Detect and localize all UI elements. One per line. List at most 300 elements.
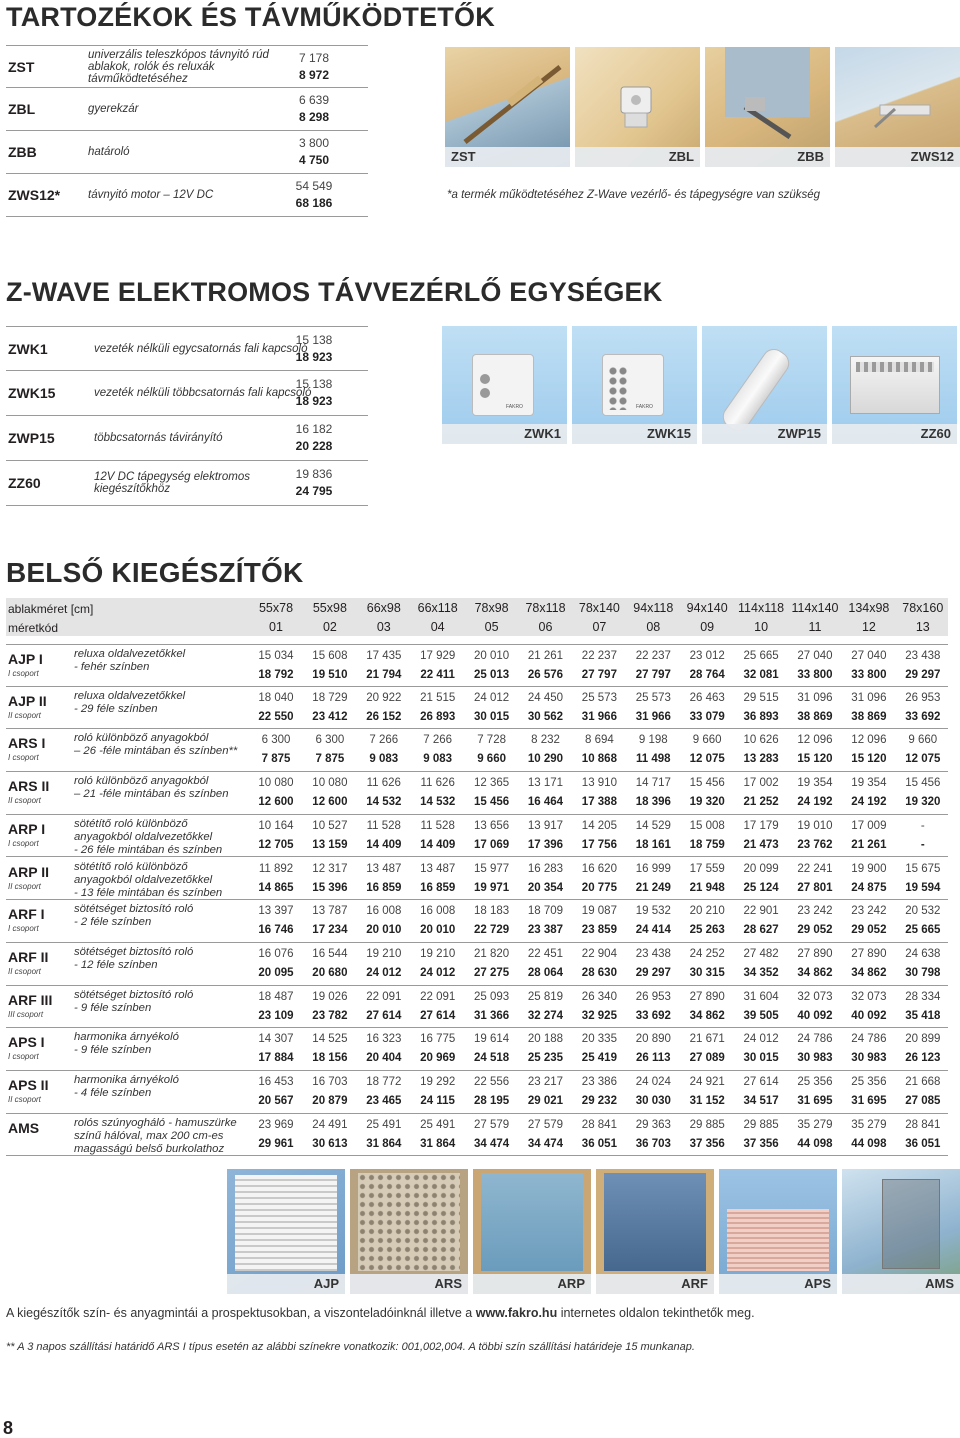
net-price: 22 237 [581, 650, 617, 662]
column-code: 03 [376, 620, 391, 634]
gross-price: 25 124 [743, 881, 779, 894]
gross-price: 12 600 [312, 796, 348, 809]
column-code: 10 [754, 620, 769, 634]
net-price: 28 841 [581, 1118, 617, 1131]
gross-price: 20 879 [312, 1095, 348, 1107]
gross-price: 7 875 [315, 753, 345, 766]
gross-price: 34 517 [743, 1095, 779, 1107]
net-price: 25 819 [527, 990, 564, 1003]
column-size: 78x98 [474, 601, 509, 615]
column-code: 13 [915, 620, 930, 634]
accessory-code: ZST [8, 58, 35, 75]
gross-price: 31 695 [797, 1095, 833, 1107]
gross-price: 27 801 [797, 881, 833, 894]
net-price: 26 340 [581, 990, 617, 1003]
net-price: 19 210 [420, 947, 456, 960]
column-code: 12 [861, 620, 876, 634]
net-price: 27 614 [743, 1076, 779, 1088]
gross-price: 30 562 [527, 710, 564, 723]
net-price: 26 953 [635, 990, 671, 1003]
gross-price: 37 356 [689, 1137, 725, 1150]
net-price: 27 579 [474, 1118, 510, 1131]
net-price: 13 171 [527, 777, 564, 790]
aps-label: APS [804, 1276, 831, 1291]
table-row [6, 644, 948, 687]
net-price: 11 528 [366, 819, 401, 832]
accessory-desc: gyerekzár [88, 103, 139, 115]
gross-price: 9 083 [369, 753, 399, 766]
column-size: 94x118 [633, 601, 674, 615]
gross-price: 19 510 [312, 669, 348, 681]
gross-price: 27 614 [366, 1009, 402, 1022]
gross-price: 10 868 [581, 753, 617, 766]
gross-price: 25 419 [581, 1052, 617, 1065]
gross-price: 18 396 [635, 796, 671, 809]
net-price: 15 977 [474, 862, 510, 875]
table-row [6, 1114, 948, 1157]
net-price: 18 183 [474, 905, 510, 918]
product-code: APS I [8, 1034, 45, 1051]
zwk15-label: ZWK15 [646, 426, 691, 441]
gross-price: 29 052 [851, 924, 887, 937]
size-code-label: méretkód [8, 621, 59, 635]
fakro-logo: FAKRO [506, 404, 523, 410]
gross-price: 15 396 [312, 881, 348, 894]
net-price: 20 099 [743, 862, 779, 875]
net-price: 20 899 [905, 1033, 941, 1046]
net-price: 19 010 [797, 819, 833, 832]
net-price: 24 012 [474, 691, 510, 704]
zwave-code: ZZ60 [8, 475, 41, 491]
net-price: 18 487 [258, 990, 294, 1003]
table-row [6, 943, 948, 986]
net-price: 29 515 [743, 691, 779, 704]
gross-price: 19 971 [474, 881, 510, 894]
net-price: 16 076 [258, 947, 294, 960]
net-price: 35 279 [797, 1118, 833, 1131]
gross-price: 27 797 [581, 669, 617, 681]
zbb-label: ZBB [797, 149, 824, 164]
net-price: 15 608 [312, 650, 348, 662]
gross-price: 17 234 [312, 924, 348, 937]
net-price: 15 675 [905, 862, 941, 875]
gross-price: 26 123 [905, 1052, 941, 1065]
gross-price: 36 051 [581, 1137, 617, 1150]
gross-price: 7 875 [261, 753, 291, 766]
gross-price: 21 252 [743, 796, 779, 809]
net-price: 23 217 [527, 1076, 564, 1088]
gross-price: 10 290 [527, 753, 564, 766]
gross-price: 27 089 [689, 1052, 725, 1065]
window-size-label: ablakméret [cm] [8, 602, 94, 616]
net-price: 15 034 [258, 650, 294, 662]
price-table-header [6, 598, 948, 636]
product-desc: harmonika árnyékoló - 9 féle színben [74, 1031, 179, 1057]
zz60-label: ZZ60 [920, 426, 951, 441]
net-price: 17 179 [743, 819, 779, 832]
net-price: 12 096 [851, 734, 887, 747]
product-image-strip [227, 1169, 960, 1294]
gross-price: - [920, 838, 925, 851]
gross-price: 33 692 [635, 1009, 671, 1022]
gross-price: 24 414 [635, 924, 671, 937]
accessory-price: 54 549 68 186 [295, 179, 333, 210]
zwp15-label: ZWP15 [777, 426, 821, 441]
gross-price: 20 680 [312, 966, 348, 979]
net-price: 22 556 [474, 1076, 510, 1088]
accessory-note: *a termék működtetéséhez Z-Wave vezérlő- és tápegységre van szükség [447, 189, 821, 201]
gross-price: 14 409 [420, 838, 456, 851]
fakro-link[interactable]: www.fakro.hu [475, 1306, 558, 1320]
net-price: 11 528 [420, 819, 455, 832]
net-price: 22 451 [527, 947, 564, 960]
net-price: 20 922 [366, 691, 402, 704]
gross-price: 14 532 [420, 796, 456, 809]
net-price: 13 910 [581, 777, 617, 790]
gross-price: 31 695 [851, 1095, 887, 1107]
ajp-photo [227, 1169, 345, 1294]
gross-price: 30 798 [905, 966, 941, 979]
product-code: ARS II [8, 778, 50, 795]
net-price: 10 527 [312, 819, 348, 832]
net-price: 12 317 [312, 862, 348, 875]
gross-price: 30 015 [743, 1052, 779, 1065]
net-price: 19 354 [851, 777, 887, 790]
zwk15-photo [572, 326, 697, 444]
net-price: 16 453 [258, 1076, 294, 1088]
gross-price: 17 884 [258, 1052, 294, 1065]
ams-label: AMS [925, 1276, 954, 1291]
net-price: 32 073 [797, 990, 833, 1003]
gross-price: 23 762 [797, 838, 833, 851]
gross-price: 36 893 [743, 710, 779, 723]
net-price: 14 205 [581, 819, 617, 832]
product-code: ARP I [8, 820, 46, 837]
gross-price: 34 862 [797, 966, 833, 979]
gross-price: 13 283 [743, 753, 779, 766]
zwave-desc: vezeték nélküli egycsatornás fali kapcsoló [94, 342, 308, 355]
inner-accessories-heading: BELSŐ KIEGÉSZÍTŐK [6, 557, 304, 588]
net-price: 24 491 [312, 1118, 348, 1131]
gross-price: 21 473 [743, 838, 779, 851]
accessory-row [6, 45, 368, 88]
net-price: 24 786 [797, 1033, 833, 1046]
column-size: 78x160 [902, 601, 944, 615]
gross-price: 17 396 [527, 838, 564, 851]
gross-price: 14 532 [366, 796, 402, 809]
table-row [6, 1071, 948, 1114]
zwave-desc: többcsatornás távirányító [94, 432, 223, 444]
gross-price: 23 465 [366, 1095, 402, 1107]
zwave-price: 15 138 18 923 [295, 377, 333, 408]
zws12-label: ZWS12 [910, 149, 954, 164]
gross-price: 24 012 [420, 966, 456, 979]
column-size: 78x140 [578, 601, 620, 615]
column-size: 55x98 [312, 601, 347, 615]
zst-label: ZST [451, 149, 476, 164]
net-price: 24 252 [689, 947, 725, 960]
product-desc: sötétséget biztosító roló - 9 féle színben [74, 988, 194, 1014]
table-row [6, 815, 948, 858]
net-price: 9 660 [692, 734, 722, 747]
column-code: 02 [322, 620, 337, 634]
net-price: 9 660 [908, 734, 938, 747]
column-code: 01 [269, 620, 283, 634]
column-size: 114x118 [738, 601, 785, 615]
gross-price: 24 115 [420, 1095, 455, 1107]
zbb-photo [705, 47, 830, 167]
net-price: 22 237 [635, 650, 671, 662]
net-price: 31 096 [851, 691, 887, 704]
gross-price: 12 705 [258, 838, 294, 851]
accessories-table [6, 45, 368, 217]
gross-price: 12 075 [689, 753, 725, 766]
net-price: 7 728 [477, 734, 506, 747]
gross-price: 29 052 [797, 924, 833, 937]
gross-price: 29 961 [258, 1137, 294, 1150]
net-price: 23 438 [635, 947, 671, 960]
product-desc: harmonika árnyékoló - 4 féle színben [74, 1074, 179, 1099]
product-code: APS II [8, 1077, 49, 1093]
gross-price: 15 120 [797, 753, 833, 766]
net-price: 16 703 [312, 1076, 348, 1088]
accessory-price: 7 178 8 972 [298, 50, 330, 82]
net-price: 13 787 [312, 905, 348, 918]
zwave-row [6, 371, 368, 416]
net-price: 15 008 [689, 819, 725, 832]
net-price: 12 096 [797, 734, 833, 747]
arf-photo [596, 1169, 714, 1294]
product-code: ARF II [8, 948, 49, 965]
net-price: 27 040 [851, 650, 887, 662]
net-price: 12 365 [474, 777, 510, 790]
net-price: 19 532 [635, 905, 671, 918]
product-desc: reluxa oldalvezetőkkel - 29 féle színben [74, 689, 186, 715]
net-price: 22 904 [581, 947, 617, 960]
zwave-desc: vezeték nélküli többcsatornás fali kapcsoló [94, 387, 312, 399]
net-price: 31 096 [797, 691, 833, 704]
fakro-logo: FAKRO [636, 404, 653, 410]
gross-price: 9 083 [423, 753, 453, 766]
gross-price: 31 864 [420, 1137, 456, 1150]
gross-price: 30 315 [689, 966, 725, 979]
zwave-code: ZWK1 [8, 340, 48, 357]
accessory-price: 3 800 4 750 [298, 136, 330, 167]
aps-photo [719, 1169, 837, 1294]
delivery-note: ** A 3 napos szállítási határidő ARS I típus esetén az alábbi színekre vonatkozik: 001,002,004. A többi szín szállítási határideje 15 munkanap. [6, 1341, 695, 1353]
gross-price: 19 320 [689, 796, 725, 809]
net-price: 27 040 [797, 650, 833, 662]
table-row [6, 772, 948, 815]
gross-price: 28 764 [689, 669, 725, 681]
zwave-price: 19 836 24 795 [295, 467, 333, 498]
net-price: 23 242 [797, 905, 833, 918]
gross-price: 38 869 [797, 710, 833, 723]
net-price: 21 820 [474, 947, 510, 960]
gross-price: 34 352 [743, 966, 779, 979]
gross-price: 20 567 [258, 1095, 294, 1107]
product-code: ARS I [8, 735, 46, 752]
zwk1-label: ZWK1 [524, 426, 561, 441]
net-price: 27 890 [851, 947, 887, 960]
gross-price: 20 775 [581, 881, 617, 894]
product-desc: sötétítő roló különböző anyagokból oldalvezetőkkel - 13 féle mintában és színben [74, 860, 223, 899]
net-price: 15 456 [689, 777, 725, 790]
column-code: 11 [808, 620, 822, 634]
gross-price: 11 498 [636, 753, 671, 766]
gross-price: 36 703 [635, 1137, 671, 1150]
net-price: 28 841 [905, 1118, 941, 1131]
net-price: 25 491 [420, 1118, 456, 1131]
net-price: 26 953 [905, 691, 941, 704]
table-row [6, 986, 948, 1029]
column-code: 06 [538, 620, 553, 634]
gross-price: 20 010 [420, 924, 456, 937]
gross-price: 33 800 [797, 669, 833, 681]
net-price: 27 482 [743, 947, 779, 960]
gross-price: 15 456 [474, 796, 510, 809]
gross-price: 30 983 [851, 1052, 887, 1065]
gross-price: 19 320 [905, 796, 941, 809]
gross-price: 29 297 [635, 966, 671, 979]
net-price: 13 656 [474, 819, 510, 832]
accessory-image-strip [445, 47, 960, 167]
net-price: 17 559 [689, 862, 725, 875]
product-desc: roló különböző anyagokból – 21 -féle mintában és színben [74, 775, 229, 801]
gross-price: 22 729 [474, 924, 510, 937]
net-price: 23 012 [689, 650, 725, 662]
net-price: 24 638 [905, 947, 941, 960]
gross-price: 20 095 [258, 966, 294, 979]
accessories-heading: TARTOZÉKOK ÉS TÁVMŰKÖDTETŐK [6, 2, 495, 32]
net-price: 16 323 [366, 1033, 402, 1046]
column-code: 04 [430, 620, 445, 634]
zwave-row [6, 416, 368, 461]
net-price: 20 335 [581, 1033, 617, 1046]
gross-price: 34 862 [689, 1009, 725, 1022]
accessory-code: ZWS12* [8, 187, 61, 203]
product-code: AMS [8, 1119, 40, 1136]
net-price: 8 232 [531, 734, 560, 747]
net-price: 18 729 [312, 691, 348, 704]
product-group: II csoport [8, 881, 41, 891]
column-size: 78x118 [525, 601, 566, 615]
gross-price: 22 411 [420, 669, 455, 681]
net-price: 11 892 [258, 862, 294, 875]
product-desc: reluxa oldalvezetőkkel - fehér színben [74, 648, 186, 673]
net-price: 21 668 [905, 1076, 941, 1088]
gross-price: 37 356 [743, 1137, 779, 1150]
gross-price: 33 079 [689, 710, 725, 723]
product-group: II csoport [8, 1095, 41, 1104]
net-price: 25 573 [635, 691, 671, 704]
gross-price: 21 794 [366, 669, 402, 681]
gross-price: 14 409 [366, 838, 402, 851]
net-price: 13 487 [366, 862, 402, 875]
gross-price: 44 098 [797, 1137, 833, 1150]
gross-price: 15 120 [851, 753, 887, 766]
net-price: 13 487 [420, 862, 456, 875]
gross-price: 26 152 [366, 710, 402, 723]
gross-price: 39 505 [743, 1009, 779, 1022]
accessory-desc: univerzális teleszkópos távnyitó rúd ablakok, rolók és reluxák távműködtetéséhez [88, 48, 269, 85]
net-price: 6 300 [261, 734, 291, 747]
arf-label: ARF [681, 1276, 708, 1291]
gross-price: 28 630 [581, 966, 617, 979]
net-price: 8 694 [585, 734, 614, 747]
gross-price: 20 969 [420, 1052, 456, 1065]
accessory-code: ZBL [8, 101, 36, 117]
net-price: 16 775 [420, 1033, 456, 1046]
table-row [6, 858, 948, 901]
net-price: 25 491 [366, 1118, 402, 1131]
product-desc: roló különböző anyagokból – 26 -féle mintában és színben** [74, 732, 238, 758]
gross-price: 33 692 [905, 710, 941, 723]
gross-price: 20 010 [366, 924, 402, 937]
net-price: 14 717 [635, 777, 671, 790]
product-group: II csoport [8, 966, 41, 976]
gross-price: 24 875 [851, 881, 887, 894]
net-price: 31 604 [743, 990, 779, 1003]
gross-price: 19 594 [905, 881, 941, 894]
gross-price: 40 092 [851, 1009, 887, 1022]
net-price: 19 026 [312, 990, 348, 1003]
product-code: ARF I [8, 906, 45, 923]
product-code: ARF III [8, 991, 53, 1008]
net-price: 14 307 [258, 1033, 294, 1046]
accessory-row [6, 174, 368, 217]
table-row [6, 900, 948, 943]
column-size: 66x98 [366, 601, 401, 615]
page-number: 8 [3, 1418, 14, 1438]
net-price: 19 614 [474, 1033, 510, 1046]
gross-price: 26 113 [636, 1052, 671, 1065]
net-price: 21 671 [689, 1033, 725, 1046]
zwave-image-strip [442, 326, 957, 444]
gross-price: 23 109 [258, 1009, 294, 1022]
net-price: 9 198 [638, 734, 668, 747]
net-price: 11 626 [366, 777, 401, 790]
net-price: 23 438 [905, 650, 941, 662]
net-price: 23 969 [258, 1118, 294, 1131]
column-size: 66x118 [417, 601, 458, 615]
net-price: 29 885 [689, 1118, 725, 1131]
gross-price: 12 075 [905, 753, 941, 766]
table-row [6, 729, 948, 772]
net-price: 7 266 [369, 734, 399, 747]
product-group: I csoport [8, 753, 39, 763]
product-group: II csoport [8, 710, 41, 720]
gross-price: 25 235 [527, 1052, 564, 1065]
gross-price: 21 249 [635, 881, 671, 894]
product-desc: sötétséget biztosító roló - 2 féle színben [74, 903, 194, 929]
gross-price: 17 756 [581, 838, 617, 851]
gross-price: 34 474 [474, 1137, 510, 1150]
zwave-row [6, 461, 368, 506]
gross-price: 26 576 [527, 669, 564, 681]
accessory-desc: határoló [88, 146, 130, 158]
gross-price: 17 388 [581, 796, 617, 809]
gross-price: 16 859 [366, 881, 402, 894]
net-price: 16 008 [420, 905, 456, 918]
gross-price: 13 159 [312, 838, 348, 851]
gross-price: 38 869 [851, 710, 887, 723]
accessory-desc: távnyitó motor – 12V DC [88, 189, 214, 201]
gross-price: 23 387 [527, 924, 564, 937]
gross-price: 25 013 [474, 669, 510, 681]
ars-photo [350, 1169, 468, 1294]
gross-price: 20 354 [527, 881, 564, 894]
